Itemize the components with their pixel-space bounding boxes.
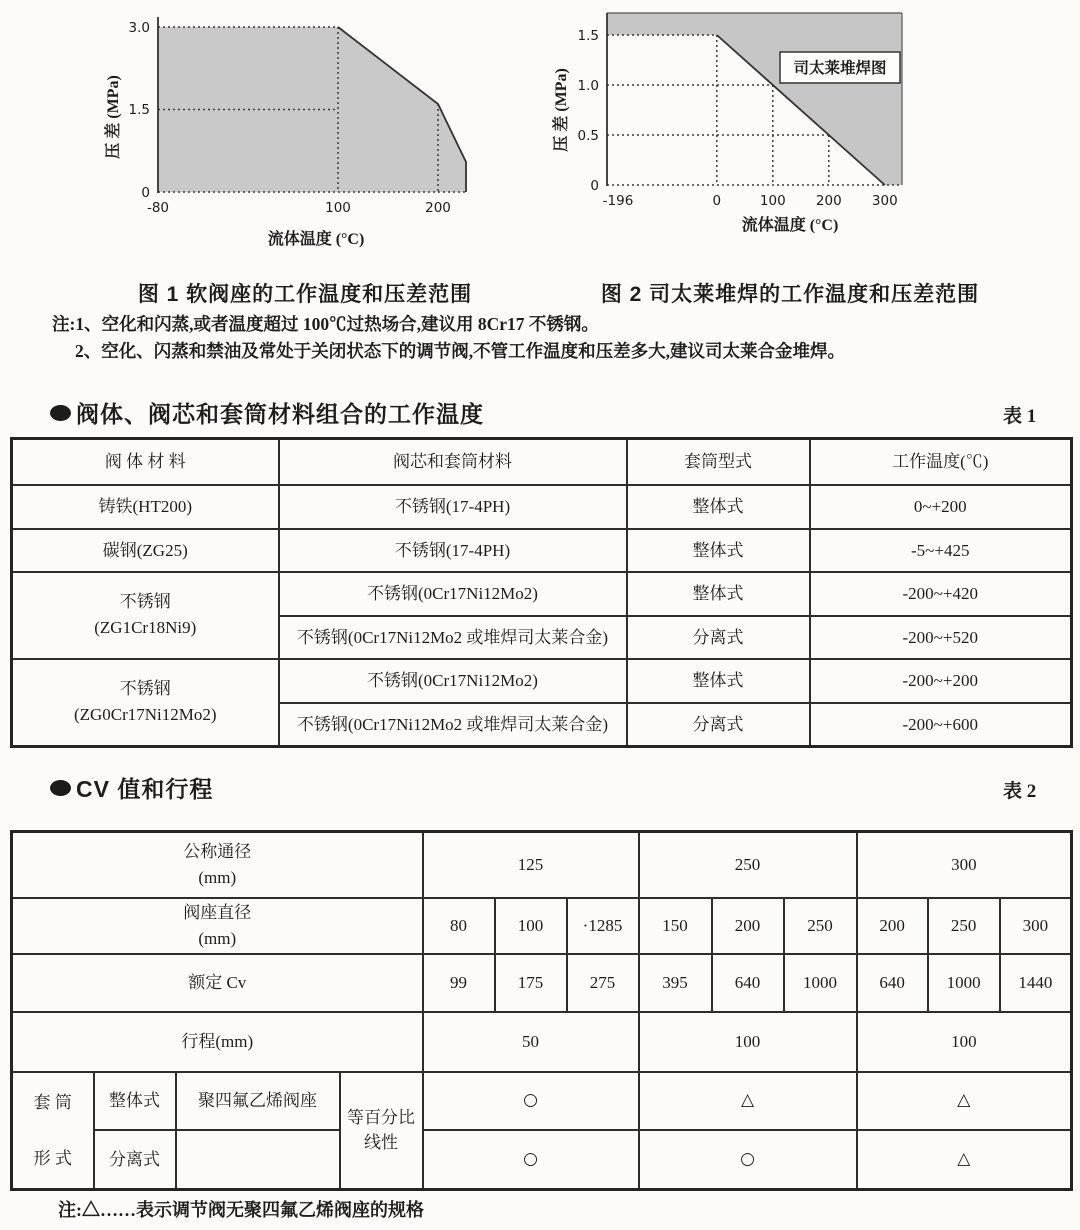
table2-cell: 100 (857, 1012, 1072, 1072)
table2-seat-label-cell (12, 898, 423, 954)
table1-header-temp: 工作温度(℃) (810, 439, 1072, 485)
table1-merged-body-cell (12, 659, 279, 747)
table2-split-sleeve-row (12, 1130, 1072, 1190)
figure-note-1: 注:1、空化和闪蒸,或者温度超过 100℃过热场合,建议用 8Cr17 不锈钢。 (52, 314, 599, 334)
table2-ptfe-cell: 聚四氟乙烯阀座 (176, 1072, 340, 1130)
table2-cell: 100 (639, 1012, 857, 1072)
table-row (12, 529, 1072, 572)
figure1-x-axis-label: 流体温度 (°C) (267, 231, 365, 248)
table2-sleeve-form-line2: 形 式 (33, 1148, 72, 1168)
table2-empty-cell (176, 1130, 340, 1190)
table2-cell: 80 (423, 898, 495, 954)
table2-footnote: 注:△……表示调节阀无聚四氟乙烯阀座的规格 (58, 1200, 424, 1220)
table-row (12, 485, 1072, 529)
table1-merged-body-cell (12, 572, 279, 659)
fig1-xtick-100: 100 (325, 200, 351, 216)
table2-travel-label-cell: 行程(mm) (12, 1012, 423, 1072)
table1-cell: 0~+200 (810, 485, 1072, 529)
table2-cell: 250 (784, 898, 857, 954)
table2-cell: 1000 (928, 954, 1000, 1012)
fig1-ytick-15: 1.5 (128, 102, 150, 118)
table2-integral-label-cell: 整体式 (94, 1072, 176, 1130)
fig2-ytick-0: 0 (590, 178, 599, 194)
table1-cell: 不锈钢(17-4PH) (279, 485, 627, 529)
figure2-y-axis-label: 压 差 (MPa) (553, 68, 570, 152)
fig1-xtick--80: -80 (146, 200, 170, 216)
table1-header-body: 阀 体 材 料 (12, 439, 279, 485)
table1-cell: -200~+520 (810, 616, 1072, 659)
section2-header (50, 771, 213, 804)
table2-cell: 300 (857, 832, 1072, 898)
figure2-region-label: 司太莱堆焊图 (793, 60, 887, 77)
table2-symbol-cell: △ (857, 1072, 1072, 1130)
table1-header-sleeve: 套筒型式 (627, 439, 810, 485)
table2-nominal-label-cell (12, 832, 423, 898)
table2-cell: 100 (495, 898, 567, 954)
table2-flow-characteristic-cell: 等百分比线性 (340, 1072, 423, 1190)
fig2-ytick-15: 1.5 (577, 28, 599, 44)
table2-cell: 150 (639, 898, 712, 954)
table2-cv-and-travel (10, 830, 1073, 1191)
table1-cell: 不锈钢(0Cr17Ni12Mo2) (279, 659, 627, 703)
table2-sleeve-form-line1: 套 筒 (33, 1092, 72, 1112)
table1-cell: -200~+420 (810, 572, 1072, 616)
table1-body-line1: 不锈钢 (119, 592, 171, 611)
section1-header (50, 396, 484, 429)
table2-seat-label-line2: (mm) (198, 928, 237, 948)
table2-cell: 395 (639, 954, 712, 1012)
figure2-shaded-region (607, 13, 902, 185)
table1-cell: 不锈钢(0Cr17Ni12Mo2 或堆焊司太莱合金) (279, 703, 627, 747)
table2-nominal-label-line1: 公称通径 (183, 841, 252, 861)
figure2-caption: 图 2 司太莱堆焊的工作温度和压差范围 (600, 283, 980, 306)
section2-title: CV 值和行程 (76, 776, 214, 802)
figure1-caption: 图 1 软阀座的工作温度和压差范围 (137, 283, 473, 306)
table1-cell: 整体式 (627, 529, 810, 572)
table2-cell: 640 (712, 954, 784, 1012)
table2-nominal-diameter-row (12, 832, 1072, 898)
table1-cell: -200~+200 (810, 659, 1072, 703)
section1-bullet-icon (50, 405, 71, 421)
fig2-ytick-05: 0.5 (577, 128, 599, 144)
table1-cell: 不锈钢(0Cr17Ni12Mo2 或堆焊司太莱合金) (279, 616, 627, 659)
table1-cell: 不锈钢(17-4PH) (279, 529, 627, 572)
fig1-ytick-0: 0 (141, 185, 150, 201)
table1-cell: 整体式 (627, 659, 810, 703)
table2-cell: 640 (857, 954, 928, 1012)
table2-cv-label-cell: 额定 Cv (12, 954, 423, 1012)
table2-cell: 200 (857, 898, 928, 954)
table2-travel-row (12, 1012, 1072, 1072)
table2-cell: 1000 (784, 954, 857, 1012)
table1-cell: 分离式 (627, 616, 810, 659)
table2-cell: 1440 (1000, 954, 1072, 1012)
fig2-xtick--196: -196 (602, 193, 634, 209)
table1-header-row (12, 439, 1072, 485)
table2-cell: 50 (423, 1012, 639, 1072)
table1-header-trim: 阀芯和套筒材料 (279, 439, 627, 485)
table1-cell: 整体式 (627, 572, 810, 616)
table2-cell: 175 (495, 954, 567, 1012)
figure1-chart (88, 12, 528, 270)
table2-cell: 250 (928, 898, 1000, 954)
figure2-x-axis-label: 流体温度 (°C) (741, 217, 839, 234)
table2-seat-label-line1: 阀座直径 (183, 902, 252, 922)
table2-cell: 125 (423, 832, 639, 898)
figure1-y-axis-label: 压 差 (MPa) (105, 75, 122, 159)
table2-rated-cv-row (12, 954, 1072, 1012)
table1-cell: 整体式 (627, 485, 810, 529)
table2-cell: 300 (1000, 898, 1072, 954)
table2-symbol-cell: ○ (423, 1072, 639, 1130)
table2-sleeve-form-cell (12, 1072, 94, 1190)
table1-cell: 分离式 (627, 703, 810, 747)
table2-seat-diameter-row (12, 898, 1072, 954)
table2-cell: 200 (712, 898, 784, 954)
fig2-xtick-100: 100 (759, 193, 786, 209)
fig2-xtick-200: 200 (815, 193, 842, 209)
table2-symbol-cell: △ (639, 1072, 857, 1130)
figure-notes (52, 311, 1052, 365)
table1-material-combinations (10, 437, 1073, 748)
table1-cell: -5~+425 (810, 529, 1072, 572)
fig1-ytick-3: 3.0 (128, 20, 150, 36)
table1-body-line1: 不锈钢 (119, 679, 171, 699)
table2-tag: 表 2 (1003, 781, 1037, 802)
table2-integral-sleeve-row (12, 1072, 1072, 1130)
table2-split-label-cell: 分离式 (94, 1130, 176, 1190)
fig2-ytick-10: 1.0 (577, 78, 599, 94)
table1-cell: 碳钢(ZG25) (12, 529, 279, 572)
fig2-xtick-300: 300 (871, 193, 898, 209)
figure-note-2: 2、空化、闪蒸和禁油及常处于关闭状态下的调节阀,不管工作温度和压差多大,建议司太莱合金堆焊。 (75, 341, 845, 361)
table1-cell: 不锈钢(0Cr17Ni12Mo2) (279, 572, 627, 616)
table2-cell: 250 (639, 832, 857, 898)
table1-cell: -200~+600 (810, 703, 1072, 747)
table2-symbol-cell: ○ (639, 1130, 857, 1190)
table2-cell: 99 (423, 954, 495, 1012)
table-row (12, 572, 1072, 616)
table1-tag: 表 1 (1003, 406, 1037, 427)
table2-nominal-label-line2: (mm) (198, 867, 237, 887)
figure2-chart (552, 10, 982, 262)
fig1-xtick-200: 200 (425, 200, 451, 216)
section2-bullet-icon (50, 780, 71, 796)
table1-body-line2: (ZG1Cr18Ni9) (94, 618, 197, 637)
table1-cell: 铸铁(HT200) (12, 485, 279, 529)
table2-cell: 275 (567, 954, 639, 1012)
table2-symbol-cell: ○ (423, 1130, 639, 1190)
table2-cell: ·1285 (567, 898, 639, 954)
table1-body-line2: (ZG0Cr17Ni12Mo2) (73, 705, 217, 725)
table2-symbol-cell: △ (857, 1130, 1072, 1190)
table-row (12, 659, 1072, 703)
section1-title: 阀体、阀芯和套筒材料组合的工作温度 (76, 401, 484, 427)
fig2-xtick-0: 0 (712, 193, 722, 209)
